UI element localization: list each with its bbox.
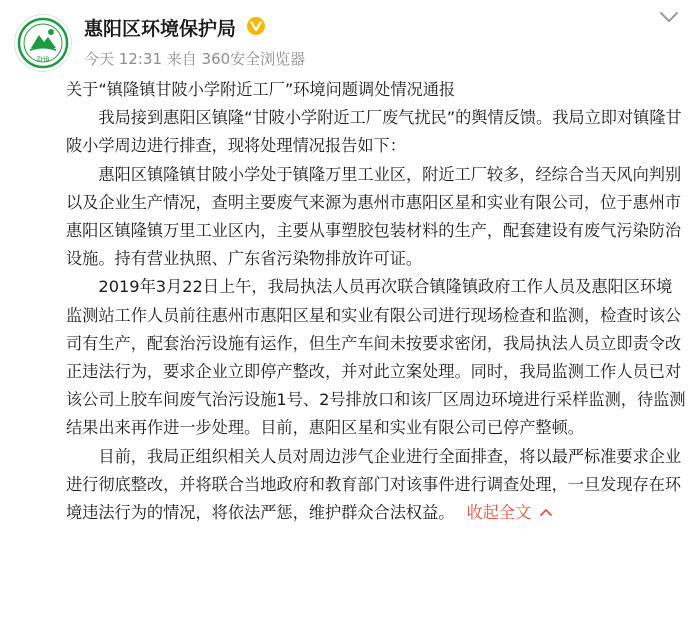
chevron-up-icon [539, 508, 553, 517]
post-paragraph-last [66, 443, 686, 528]
post-title: 关于“镇隆镇甘陂小学附近工厂”环境问题调处情况通报 [66, 80, 456, 99]
verified-v-icon [246, 16, 266, 36]
post-paragraph-text: 目前，我局正组织相关人员对周边涉气企业进行全面排查，将以最严标准要求企业进行彻底整改，并将联合当地政府和教育部门对该事件进行调查处理，一旦发现存在环境违法行为的情况，将依法严惩，维护群众合法权益。 [66, 446, 682, 523]
post-paragraph: 我局接到惠阳区镇隆“甘陂小学附近工厂废气扰民”的舆情反馈。我局立即对镇隆甘陂小学周边进行排查，现将处理情况报告如下： [66, 108, 682, 156]
avatar[interactable] [14, 14, 72, 72]
environmental-protection-logo [15, 15, 71, 71]
post-time: 今天 12:31 [84, 50, 162, 68]
collapse-button[interactable] [467, 503, 554, 522]
post-content [66, 76, 686, 527]
collapse-label: 收起全文 [466, 503, 532, 523]
chevron-down-icon[interactable] [658, 10, 680, 24]
account-name[interactable]: 惠阳区环境保护局 [84, 18, 237, 40]
post-paragraph: 惠阳区镇隆镇甘陂小学处于镇隆万里工业区，附近工厂较多，经综合当天风向判别以及企业生产情况，查明主要废气来源为惠州市惠阳区星和实业有限公司，位于惠州市惠阳区镇隆镇万里工业区内，主要从事塑胶包装材料的生产，配套建设有废气污染防治设施。持有营业执照、广东省污染物排放许可证。 [66, 164, 682, 269]
post-paragraph: 2019年3月22日上午，我局执法人员再次联合镇隆镇政府工作人员及惠阳区环境监测站工作人员前往惠州市惠阳区星和实业有限公司进行现场检查和监测，检查时该公司有生产，配套治污设施有运作，但生产车间未按要求密闭，我局执法人员立即责令改正违法行为，要求企业立即停产整改，并对此立案处理。同时，我局监测工作人员已对该公司上胶车间废气治污设施1号、2号排放口和该厂区周边环境进行采样监测，待监测结果出来再作进一步处理。目前，惠阳区星和实业有限公司已停产整顿。 [66, 277, 686, 438]
logo-text: ZHB [36, 56, 50, 63]
post-source: 来自 360安全浏览器 [166, 50, 306, 68]
post-meta [84, 48, 305, 69]
